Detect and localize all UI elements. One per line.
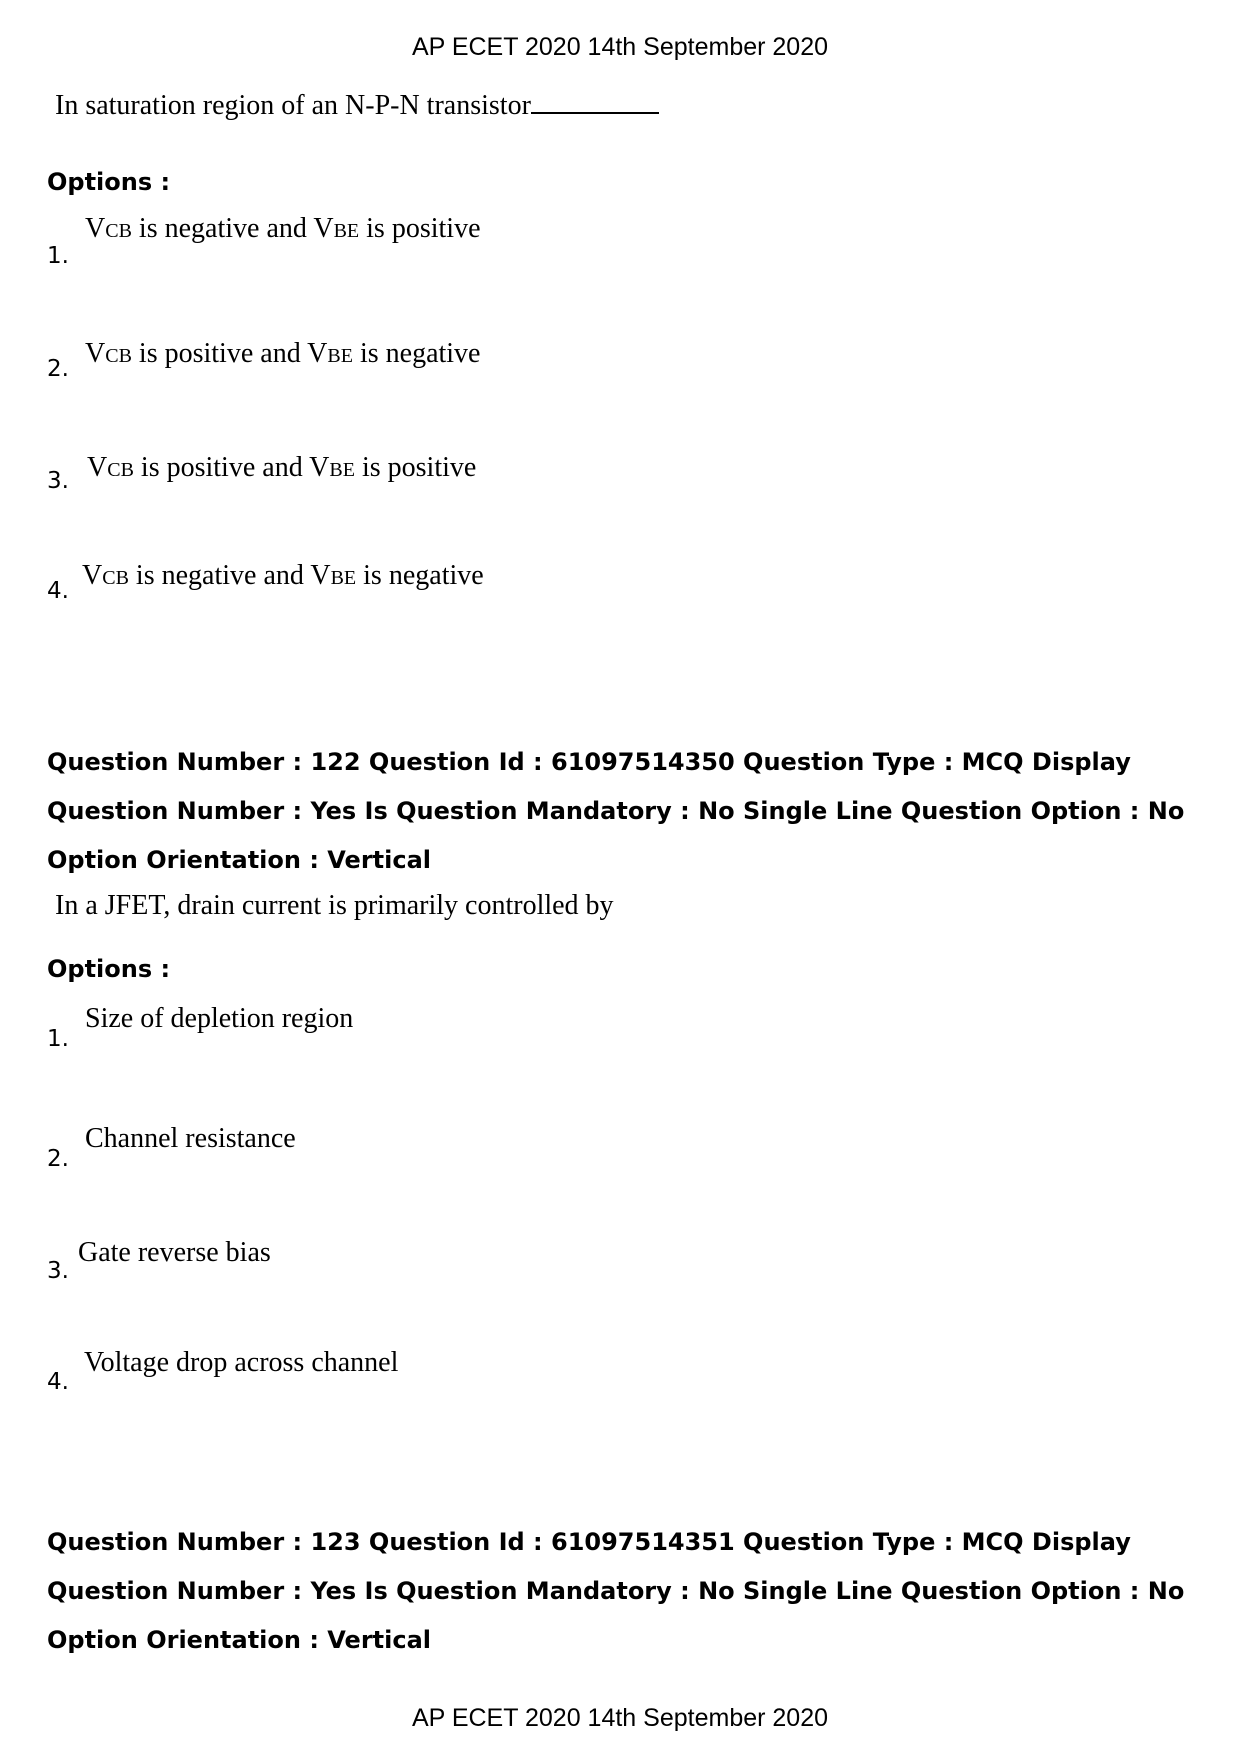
q121-option-1-end: is positive [359,213,481,244]
q121-option-1-mid: is negative and V [131,213,334,244]
question-123-meta: Question Number : 123 Question Id : 61097514351 Question Type : MCQ Display Question Number : Yes Is Question Mandatory : No Single Line Question Option : No Option Orientation : Vertical [47,1528,1185,1654]
q121-option-3-a-sub: CB [107,459,134,481]
q121-option-4-number: 4. [47,578,69,604]
q121-option-3-number: 3. [47,468,69,494]
q122-option-3-text: Gate reverse bias [78,1237,271,1268]
q122-option-2-number: 2. [47,1146,69,1172]
q122-option-4-text: Voltage drop across channel [84,1347,399,1378]
q121-option-2-number: 2. [47,356,69,382]
answer-blank [531,90,659,114]
q121-option-1-a: V [85,213,106,244]
q121-option-2-mid: is positive and V [131,338,328,369]
options-label: Options : [47,955,171,983]
question-121-text [55,90,659,122]
q121-option-4-a-sub: CB [102,567,129,589]
q121-option-3-a: V [87,452,108,483]
q122-option-3-number: 3. [47,1258,69,1284]
question-121-text-body: In saturation region of an N-P-N transistor [55,90,531,121]
q121-option-4-end: is negative [356,560,484,591]
q121-option-3-mid: is positive and V [133,452,330,483]
q121-option-1-number: 1. [47,243,69,269]
q121-option-1-b-sub: BE [333,220,360,242]
page-header: AP ECET 2020 14th September 2020 [411,33,829,61]
q121-option-2-a: V [85,338,106,369]
options-label: Options : [47,168,171,196]
question-122-meta: Question Number : 122 Question Id : 61097514350 Question Type : MCQ Display Question Number : Yes Is Question Mandatory : No Single Line Question Option : No Option Orientation : Vertical [47,748,1185,874]
q122-option-1-number: 1. [47,1026,69,1052]
q122-option-4-number: 4. [47,1369,69,1395]
q121-option-2-end: is negative [352,338,481,369]
q121-option-1-a-sub: CB [105,220,132,242]
q121-option-3-text [87,452,476,484]
q121-option-4-a: V [82,560,103,591]
q121-option-2-b-sub: BE [327,345,353,367]
q121-option-2-text [85,338,481,370]
q121-option-4-text [82,560,484,592]
q121-option-3-end: is positive [354,452,477,483]
page-footer: AP ECET 2020 14th September 2020 [411,1704,829,1732]
q121-option-4-b-sub: BE [330,567,357,589]
q121-option-4-mid: is negative and V [128,560,331,591]
q121-option-1-text [85,213,481,245]
question-122-text: In a JFET, drain current is primarily controlled by [55,890,614,921]
q121-option-2-a-sub: CB [105,345,132,367]
q122-option-2-text: Channel resistance [85,1123,296,1154]
q122-option-1-text: Size of depletion region [85,1003,354,1034]
q121-option-3-b-sub: BE [329,459,355,481]
